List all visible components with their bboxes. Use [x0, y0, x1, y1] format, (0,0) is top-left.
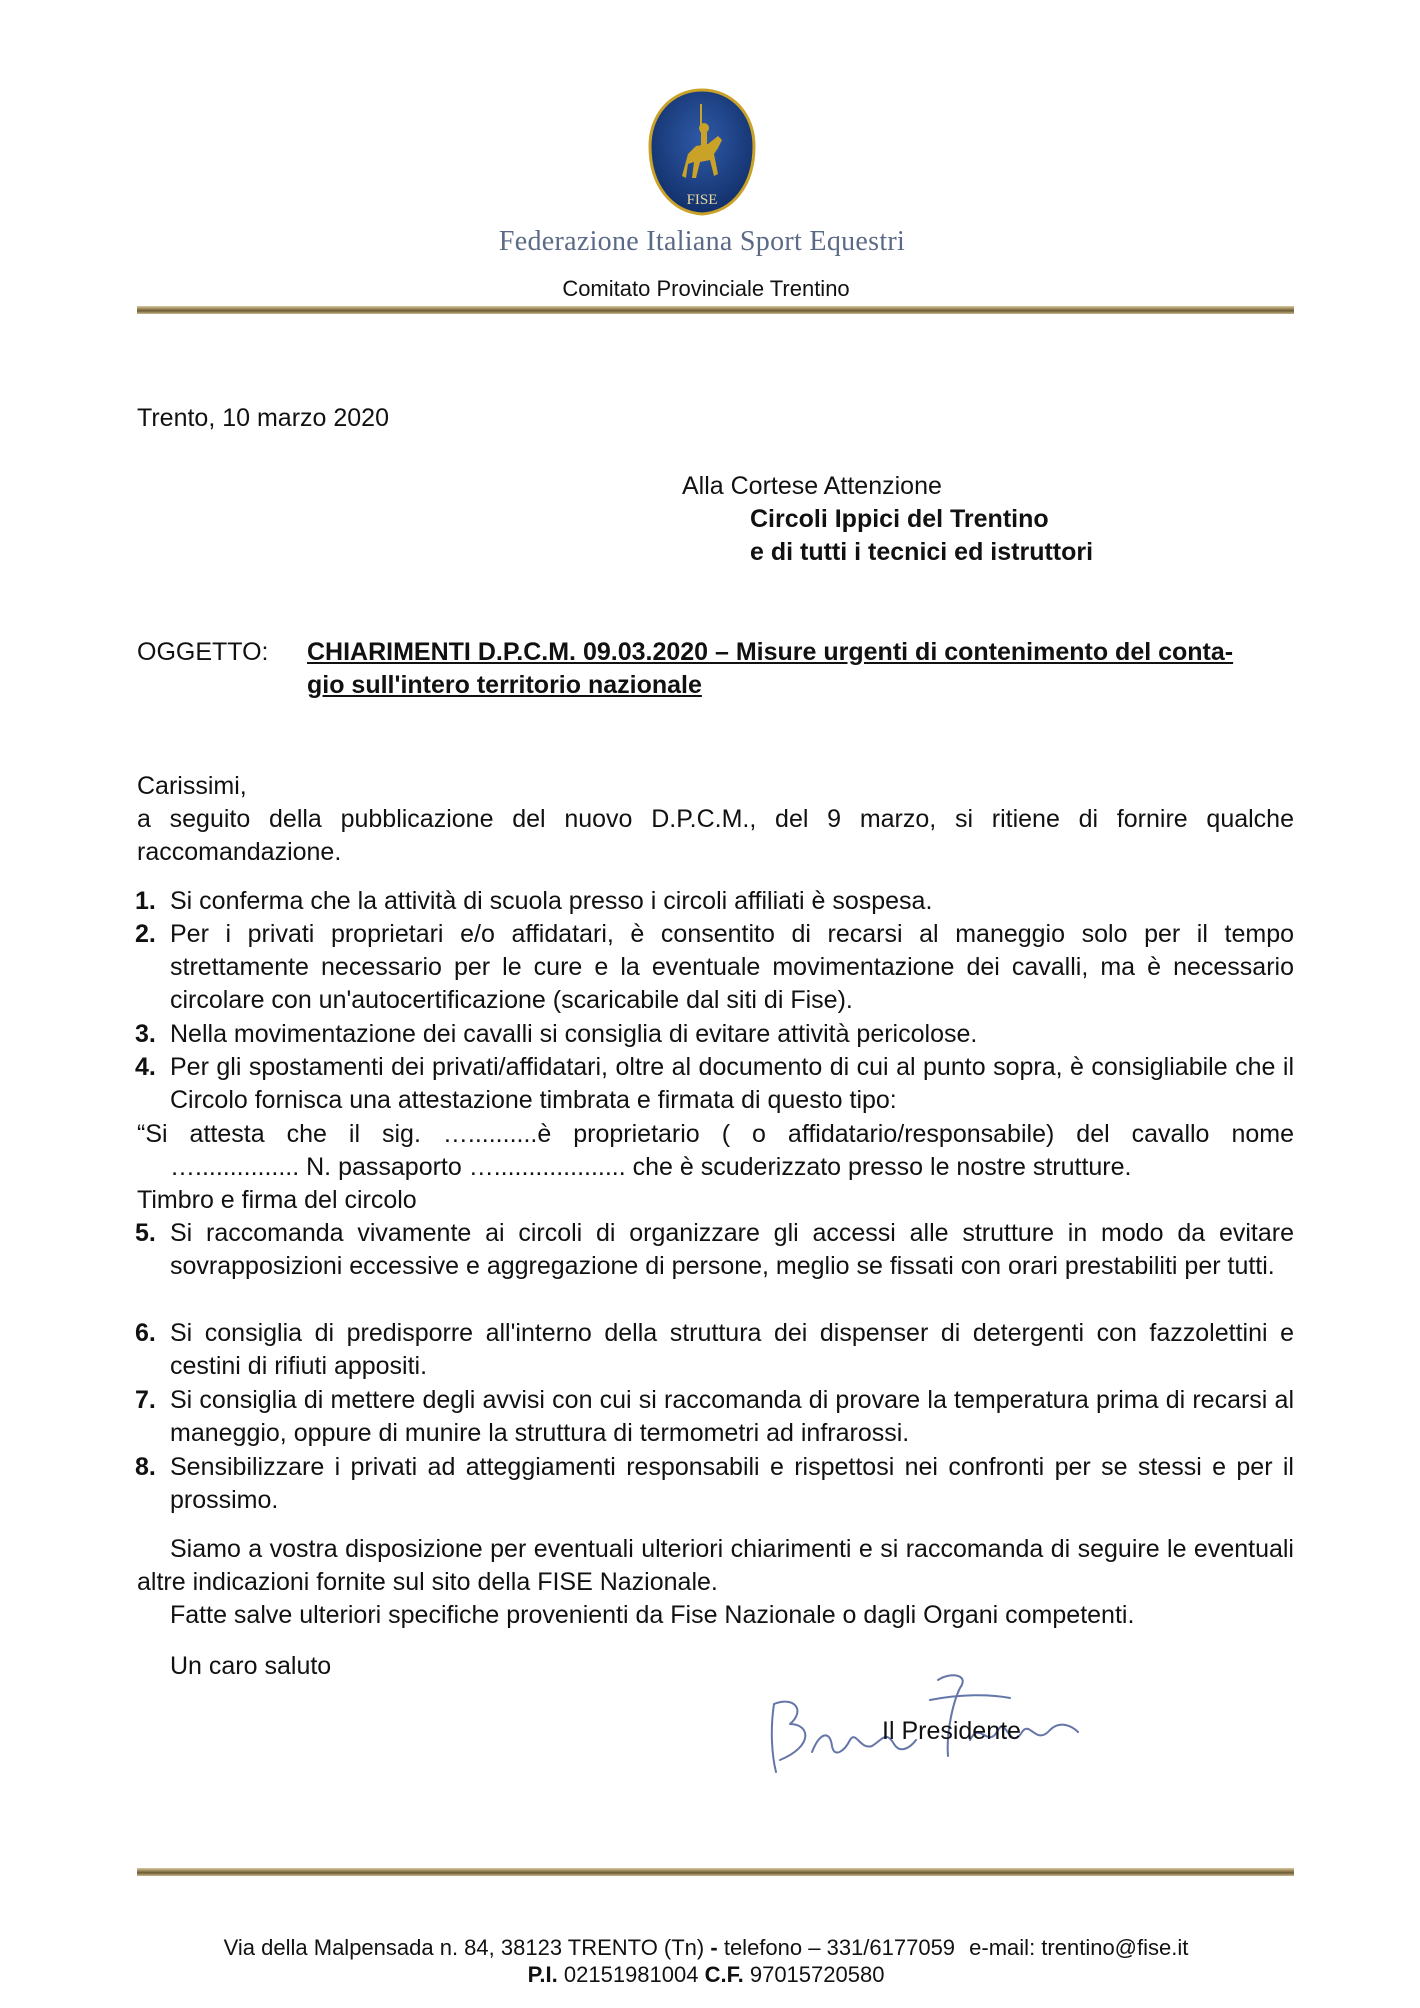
item-number: 7. — [135, 1386, 156, 1414]
item-number: 1. — [135, 887, 156, 915]
subject-line-2: gio sull'intero territorio nazionale — [307, 671, 702, 699]
list-item: Sensibilizzare i privati ad atteggiamenti responsabili e rispettosi nei confronti per se stessi e per il prossimo. — [170, 1453, 1294, 1514]
item-number: 5. — [135, 1219, 156, 1247]
intro-line-2: raccomandazione. — [137, 838, 342, 866]
list-item: Per i privati proprietari e/o affidatari, è consentito di recarsi al maneggio solo per il tempo strettamente necessario per le cure e la eventuale movimentazione dei cavalli, ma è necessario circolare con un'autocertificazione (scaricabile dal siti di Fise). — [170, 920, 1294, 1014]
item-number: 8. — [135, 1453, 156, 1481]
list-item: Si consiglia di mettere degli avvisi con cui si raccomanda di provare la temperatura prima di recarsi al maneggio, oppure di munire la struttura di termometri ad infrarossi. — [170, 1386, 1294, 1447]
recipient-attention: Alla Cortese Attenzione — [682, 472, 942, 500]
item-number: 4. — [135, 1053, 156, 1081]
footer-separator: - — [710, 1935, 718, 1960]
footer-email: e-mail: trentino@fise.it — [969, 1935, 1189, 1960]
closing-paragraph-2: Fatte salve ulteriori specifiche provenienti da Fise Nazionale o dagli Organi competenti. — [170, 1601, 1135, 1629]
greeting: Carissimi, — [137, 772, 247, 800]
attestation-line-1: “Si attesta che il sig. …..........è proprietario ( o affidatario/responsabile) del cavallo nome — [137, 1120, 1294, 1148]
stamp-line: Timbro e firma del circolo — [137, 1186, 417, 1214]
recipient-line-2: e di tutti i tecnici ed istruttori — [750, 538, 1094, 566]
cf-label: C.F. — [704, 1962, 744, 1987]
subject-label: OGGETTO: — [137, 638, 269, 666]
signatory-title: Il Presidente — [882, 1717, 1021, 1745]
list-item: Si conferma che la attività di scuola presso i circoli affiliati è sospesa. — [170, 887, 933, 915]
closing-paragraph-1: Siamo a vostra disposizione per eventuali ulteriori chiarimenti e si raccomanda di seguire le eventuali altre indicazioni fornite sul sito della FISE Nazionale. — [137, 1535, 1294, 1596]
footer-phone: telefono – 331/6177059 — [723, 1935, 956, 1960]
list-item: Per gli spostamenti dei privati/affidatari, oltre al documento di cui al punto sopra, è consigliabile che il Circolo fornisca una attestazione timbrata e firmata di questo tipo: — [170, 1053, 1294, 1114]
footer-contact-line — [0, 1935, 1412, 1961]
subject-line-1: CHIARIMENTI D.P.C.M. 09.03.2020 – Misure urgenti di contenimento del conta- — [307, 638, 1234, 666]
handwritten-signature — [760, 1660, 1090, 1790]
item-number: 3. — [135, 1020, 156, 1048]
pi-label: P.I. — [527, 1962, 558, 1987]
footer-rule — [137, 1868, 1294, 1876]
attestation-line-2: …............... N. passaporto …................... che è scuderizzato presso le nostre strutture. — [170, 1153, 1132, 1181]
footer-tax-line — [0, 1962, 1412, 1988]
recipient-line-1: Circoli Ippici del Trentino — [750, 505, 1049, 533]
list-item: Nella movimentazione dei cavalli si consiglia di evitare attività pericolose. — [170, 1020, 978, 1048]
salutation: Un caro saluto — [170, 1652, 332, 1680]
list-item: Si raccomanda vivamente ai circoli di organizzare gli accessi alle strutture in modo da evitare sovrapposizioni eccessive e aggregazione di persone, meglio se fissati con orari prestabiliti per tutti. — [170, 1219, 1294, 1280]
federation-name: Federazione Italiana Sport Equestri — [498, 226, 906, 257]
item-number: 6. — [135, 1319, 156, 1347]
item-number: 2. — [135, 920, 156, 948]
footer-address: Via della Malpensada n. 84, 38123 TRENTO (Tn) — [223, 1935, 705, 1960]
pi-value: 02151981004 — [563, 1962, 699, 1987]
committee-name: Comitato Provinciale Trentino — [562, 276, 850, 301]
cf-value: 97015720580 — [749, 1962, 885, 1987]
date-line: Trento, 10 marzo 2020 — [137, 404, 389, 432]
list-item: Si consiglia di predisporre all'interno della struttura dei dispenser di detergenti con fazzolettini e cestini di rifiuti appositi. — [170, 1319, 1294, 1380]
logo-text: FISE — [686, 192, 718, 208]
intro-line-1: a seguito della pubblicazione del nuovo D.P.C.M., del 9 marzo, si ritiene di fornire qualche — [137, 805, 1294, 833]
header-rule — [137, 306, 1294, 314]
